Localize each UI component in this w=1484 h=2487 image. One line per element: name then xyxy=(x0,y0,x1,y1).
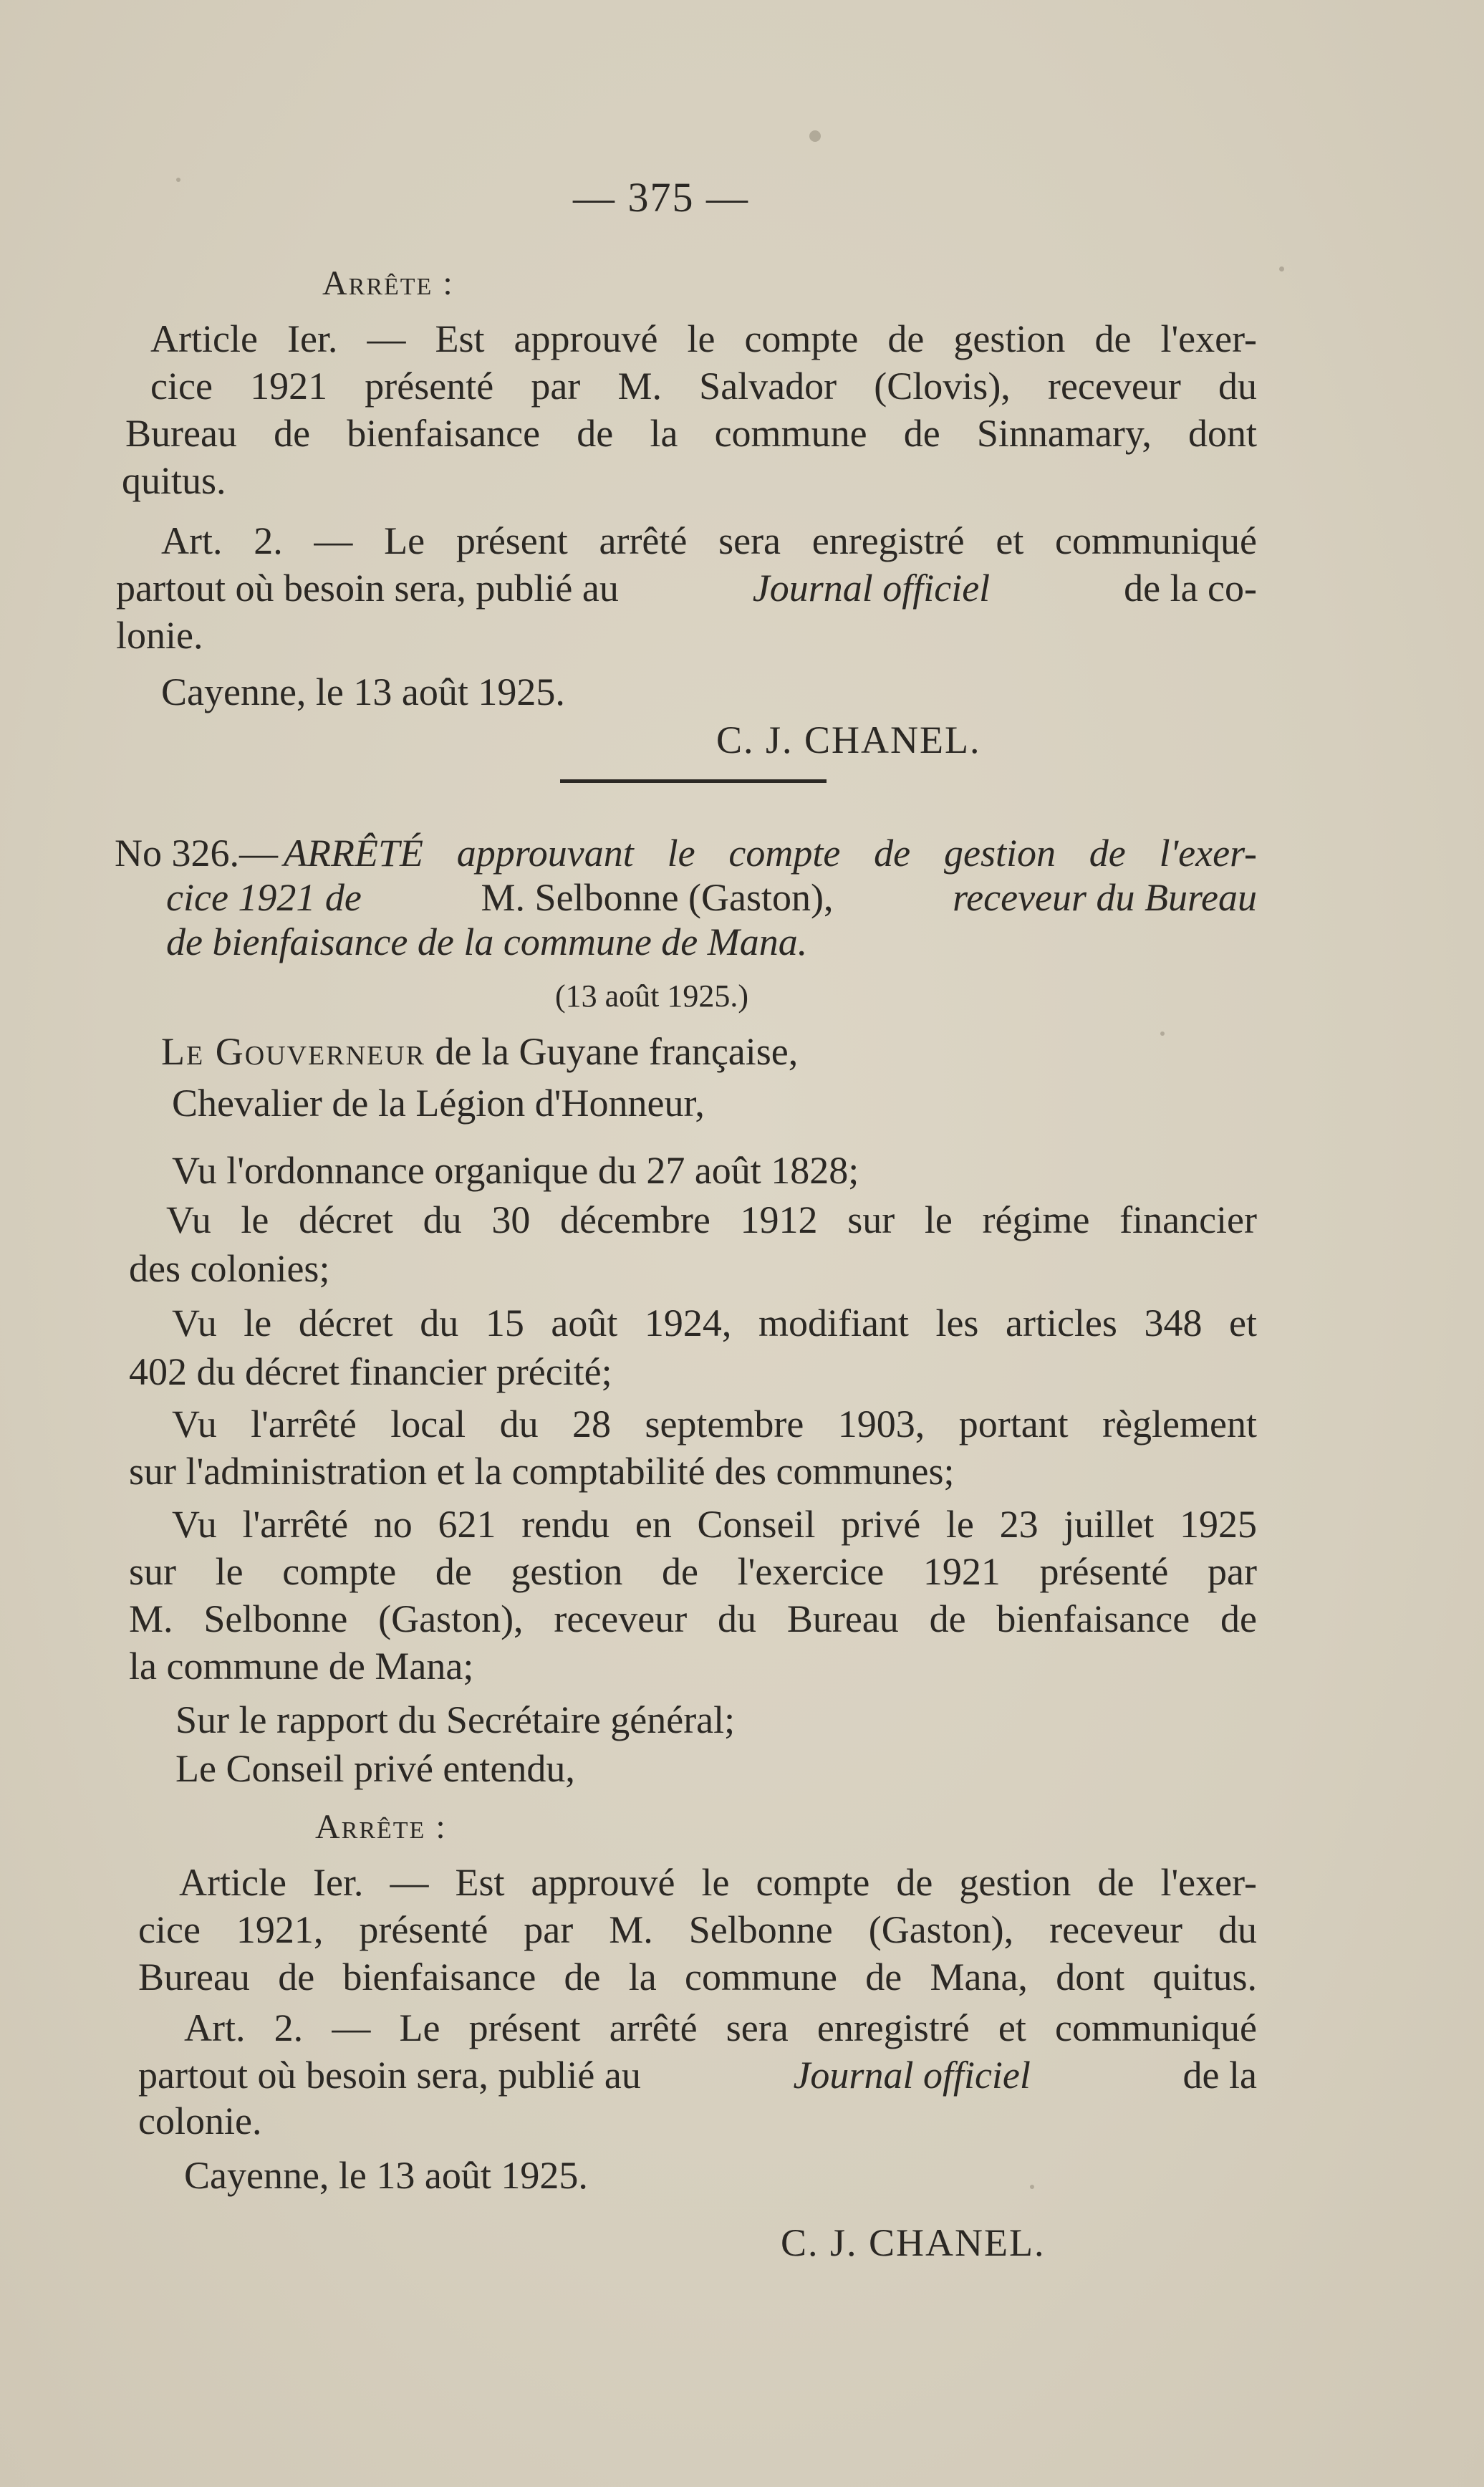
decree-title-person: M. Selbonne (Gaston), xyxy=(481,876,834,919)
article-2b-text: partout où besoin sera, publié au xyxy=(138,2054,641,2097)
paper-speck xyxy=(1160,1031,1165,1036)
decree-number: No 326.— xyxy=(115,832,278,875)
vu-line: M. Selbonne (Gaston), receveur du Bureau de bienfaisance de xyxy=(129,1597,1257,1640)
article-2-line-3: lonie. xyxy=(116,614,203,657)
paper-speck xyxy=(809,130,821,142)
article-1-line-1: Article Ier. — Est approuvé le compte de gestion de l'exer- xyxy=(150,317,1257,360)
decree-title-line-1 xyxy=(115,831,1257,875)
article-2-line-1: Art. 2. — Le présent arrêté sera enregistré et communiqué xyxy=(161,519,1257,562)
decree-date: (13 août 1925.) xyxy=(555,978,749,1014)
article-1-line-2: cice 1921 présenté par M. Salvador (Clovis), receveur du xyxy=(150,365,1257,408)
governor-title: Le Gouverneur xyxy=(161,1030,426,1073)
date-line-1: Cayenne, le 13 août 1925. xyxy=(161,670,565,713)
page-number: — 375 — xyxy=(573,174,749,221)
conseil-line: Le Conseil privé entendu, xyxy=(175,1747,575,1790)
article-2b-line-1: Art. 2. — Le présent arrêté sera enregistré et communiqué xyxy=(184,2006,1257,2049)
vu-line: sur le compte de gestion de l'exercice 1921 présenté par xyxy=(129,1550,1257,1593)
vu-line: Vu l'arrêté no 621 rendu en Conseil privé le 23 juillet 1925 xyxy=(172,1503,1257,1546)
decree-title-line-3: de bienfaisance de la commune de Mana. xyxy=(166,920,808,963)
paper-speck xyxy=(1030,2185,1034,2189)
article-1-line-4: quitus. xyxy=(122,459,226,502)
paper-speck xyxy=(1279,266,1284,271)
vu-line: Vu le décret du 15 août 1924, modifiant les articles 348 et xyxy=(172,1302,1257,1344)
signature-1: C. J. CHANEL. xyxy=(716,718,981,761)
decree-title-text: receveur du Bureau xyxy=(953,876,1257,919)
governor-text: de la Guyane française, xyxy=(425,1030,799,1073)
journal-officiel-ref: Journal officiel xyxy=(752,567,991,610)
decree-title-line-2 xyxy=(166,875,1257,920)
decree-title-text: ARRÊTÉ approuvant le compte de gestion de l'exer- xyxy=(284,832,1257,875)
vu-line: la commune de Mana; xyxy=(129,1645,474,1688)
article-2-text: de la co- xyxy=(1124,567,1257,610)
article-2-line-2 xyxy=(116,566,1257,610)
vu-line: 402 du décret financier précité; xyxy=(129,1350,612,1393)
article-1-line-3: Bureau de bienfaisance de la commune de Sinnamary, dont xyxy=(125,412,1257,455)
signature-2: C. J. CHANEL. xyxy=(781,2221,1046,2264)
rapport-line: Sur le rapport du Secrétaire général; xyxy=(175,1698,736,1741)
vu-line: des colonies; xyxy=(129,1247,330,1290)
date-line-2: Cayenne, le 13 août 1925. xyxy=(184,2154,588,2197)
article-2-text: partout où besoin sera, publié au xyxy=(116,567,619,610)
vu-line: Vu l'arrêté local du 28 septembre 1903, portant règlement xyxy=(172,1403,1257,1445)
section-heading-2: Arrête : xyxy=(315,1808,447,1846)
section-divider xyxy=(560,779,827,783)
article-2b-line-3: colonie. xyxy=(138,2099,262,2142)
governor-distinction: Chevalier de la Légion d'Honneur, xyxy=(172,1082,705,1125)
paper-speck xyxy=(176,178,180,182)
article-1b-line-3: Bureau de bienfaisance de la commune de Mana, dont quitus. xyxy=(138,1956,1257,1998)
journal-officiel-ref: Journal officiel xyxy=(793,2054,1031,2097)
vu-line: Vu le décret du 30 décembre 1912 sur le régime financier xyxy=(166,1198,1257,1241)
decree-title-text: cice 1921 de xyxy=(166,876,362,919)
vu-line: sur l'administration et la comptabilité des communes; xyxy=(129,1450,955,1493)
article-1b-line-1: Article Ier. — Est approuvé le compte de gestion de l'exer- xyxy=(179,1861,1257,1904)
vu-line: Vu l'ordonnance organique du 27 août 1828; xyxy=(172,1149,859,1192)
article-1b-line-2: cice 1921, présenté par M. Selbonne (Gaston), receveur du xyxy=(138,1908,1257,1951)
article-2b-line-2 xyxy=(138,2053,1257,2097)
article-2b-text: de la xyxy=(1182,2054,1257,2097)
section-heading-1: Arrête : xyxy=(322,264,454,302)
governor-line xyxy=(161,1029,798,1074)
